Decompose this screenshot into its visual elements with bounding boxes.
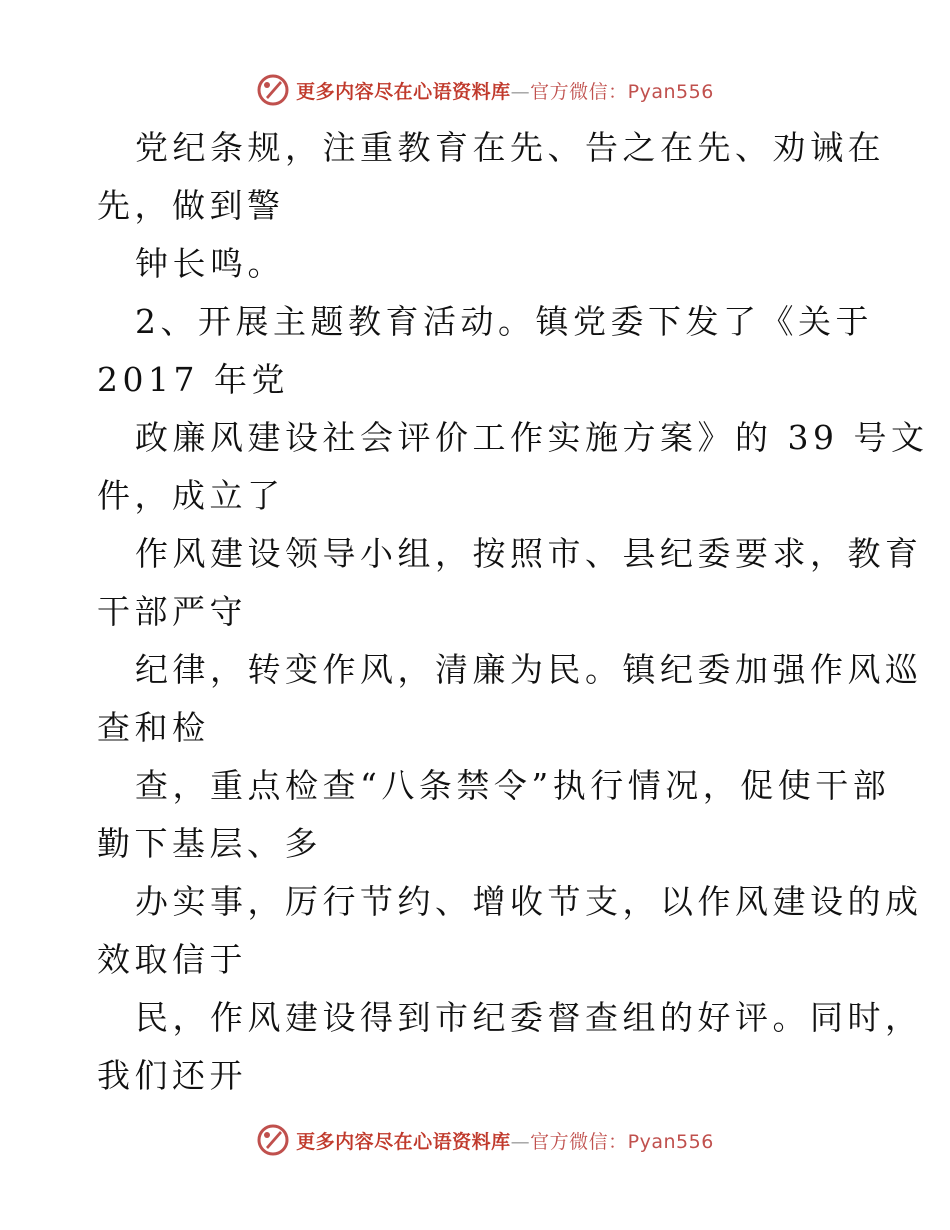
watermark-tail: 官方微信：Pyan556: [530, 80, 714, 103]
body-line: 2017 年党: [97, 360, 289, 399]
watermark-banner-top: [0, 70, 950, 110]
body-line: 纪律，转变作风，清廉为民。镇纪委加强作风巡: [135, 650, 923, 689]
body-line: 查和检: [97, 708, 210, 747]
body-line: 干部严守: [97, 592, 247, 631]
watermark-text: [296, 77, 714, 104]
watermark-text: [296, 1127, 714, 1154]
body-line: 民，作风建设得到市纪委督查组的好评。同时，: [135, 998, 923, 1037]
body-line: 件，成立了: [97, 476, 285, 515]
body-line: 效取信于: [97, 940, 247, 979]
body-line: 钟长鸣。: [135, 244, 285, 283]
brand-logo-icon: [256, 73, 290, 107]
body-line: 2、开展主题教育活动。镇党委下发了《关于: [135, 302, 873, 341]
body-line: 办实事，厉行节约、增收节支，以作风建设的成: [135, 882, 923, 921]
body-line: 先，做到警: [97, 186, 285, 225]
watermark-lead: 更多内容尽在心语资料库: [296, 1130, 511, 1153]
body-line: 我们还开: [97, 1056, 247, 1095]
watermark-banner-bottom: [0, 1120, 950, 1160]
watermark-lead: 更多内容尽在心语资料库: [296, 80, 511, 103]
watermark-dash: —: [510, 80, 531, 103]
brand-logo-icon: [256, 1123, 290, 1157]
body-line: 作风建设领导小组，按照市、县纪委要求，教育: [135, 534, 923, 573]
watermark-tail: 官方微信：Pyan556: [530, 1130, 714, 1153]
body-line: 政廉风建设社会评价工作实施方案》的 39 号文: [135, 418, 929, 457]
body-line: 勤下基层、多: [97, 824, 322, 863]
watermark-dash: —: [510, 1130, 531, 1153]
body-line: 党纪条规，注重教育在先、告之在先、劝诫在: [135, 128, 885, 167]
body-line: 查，重点检查“八条禁令”执行情况，促使干部: [135, 766, 891, 805]
